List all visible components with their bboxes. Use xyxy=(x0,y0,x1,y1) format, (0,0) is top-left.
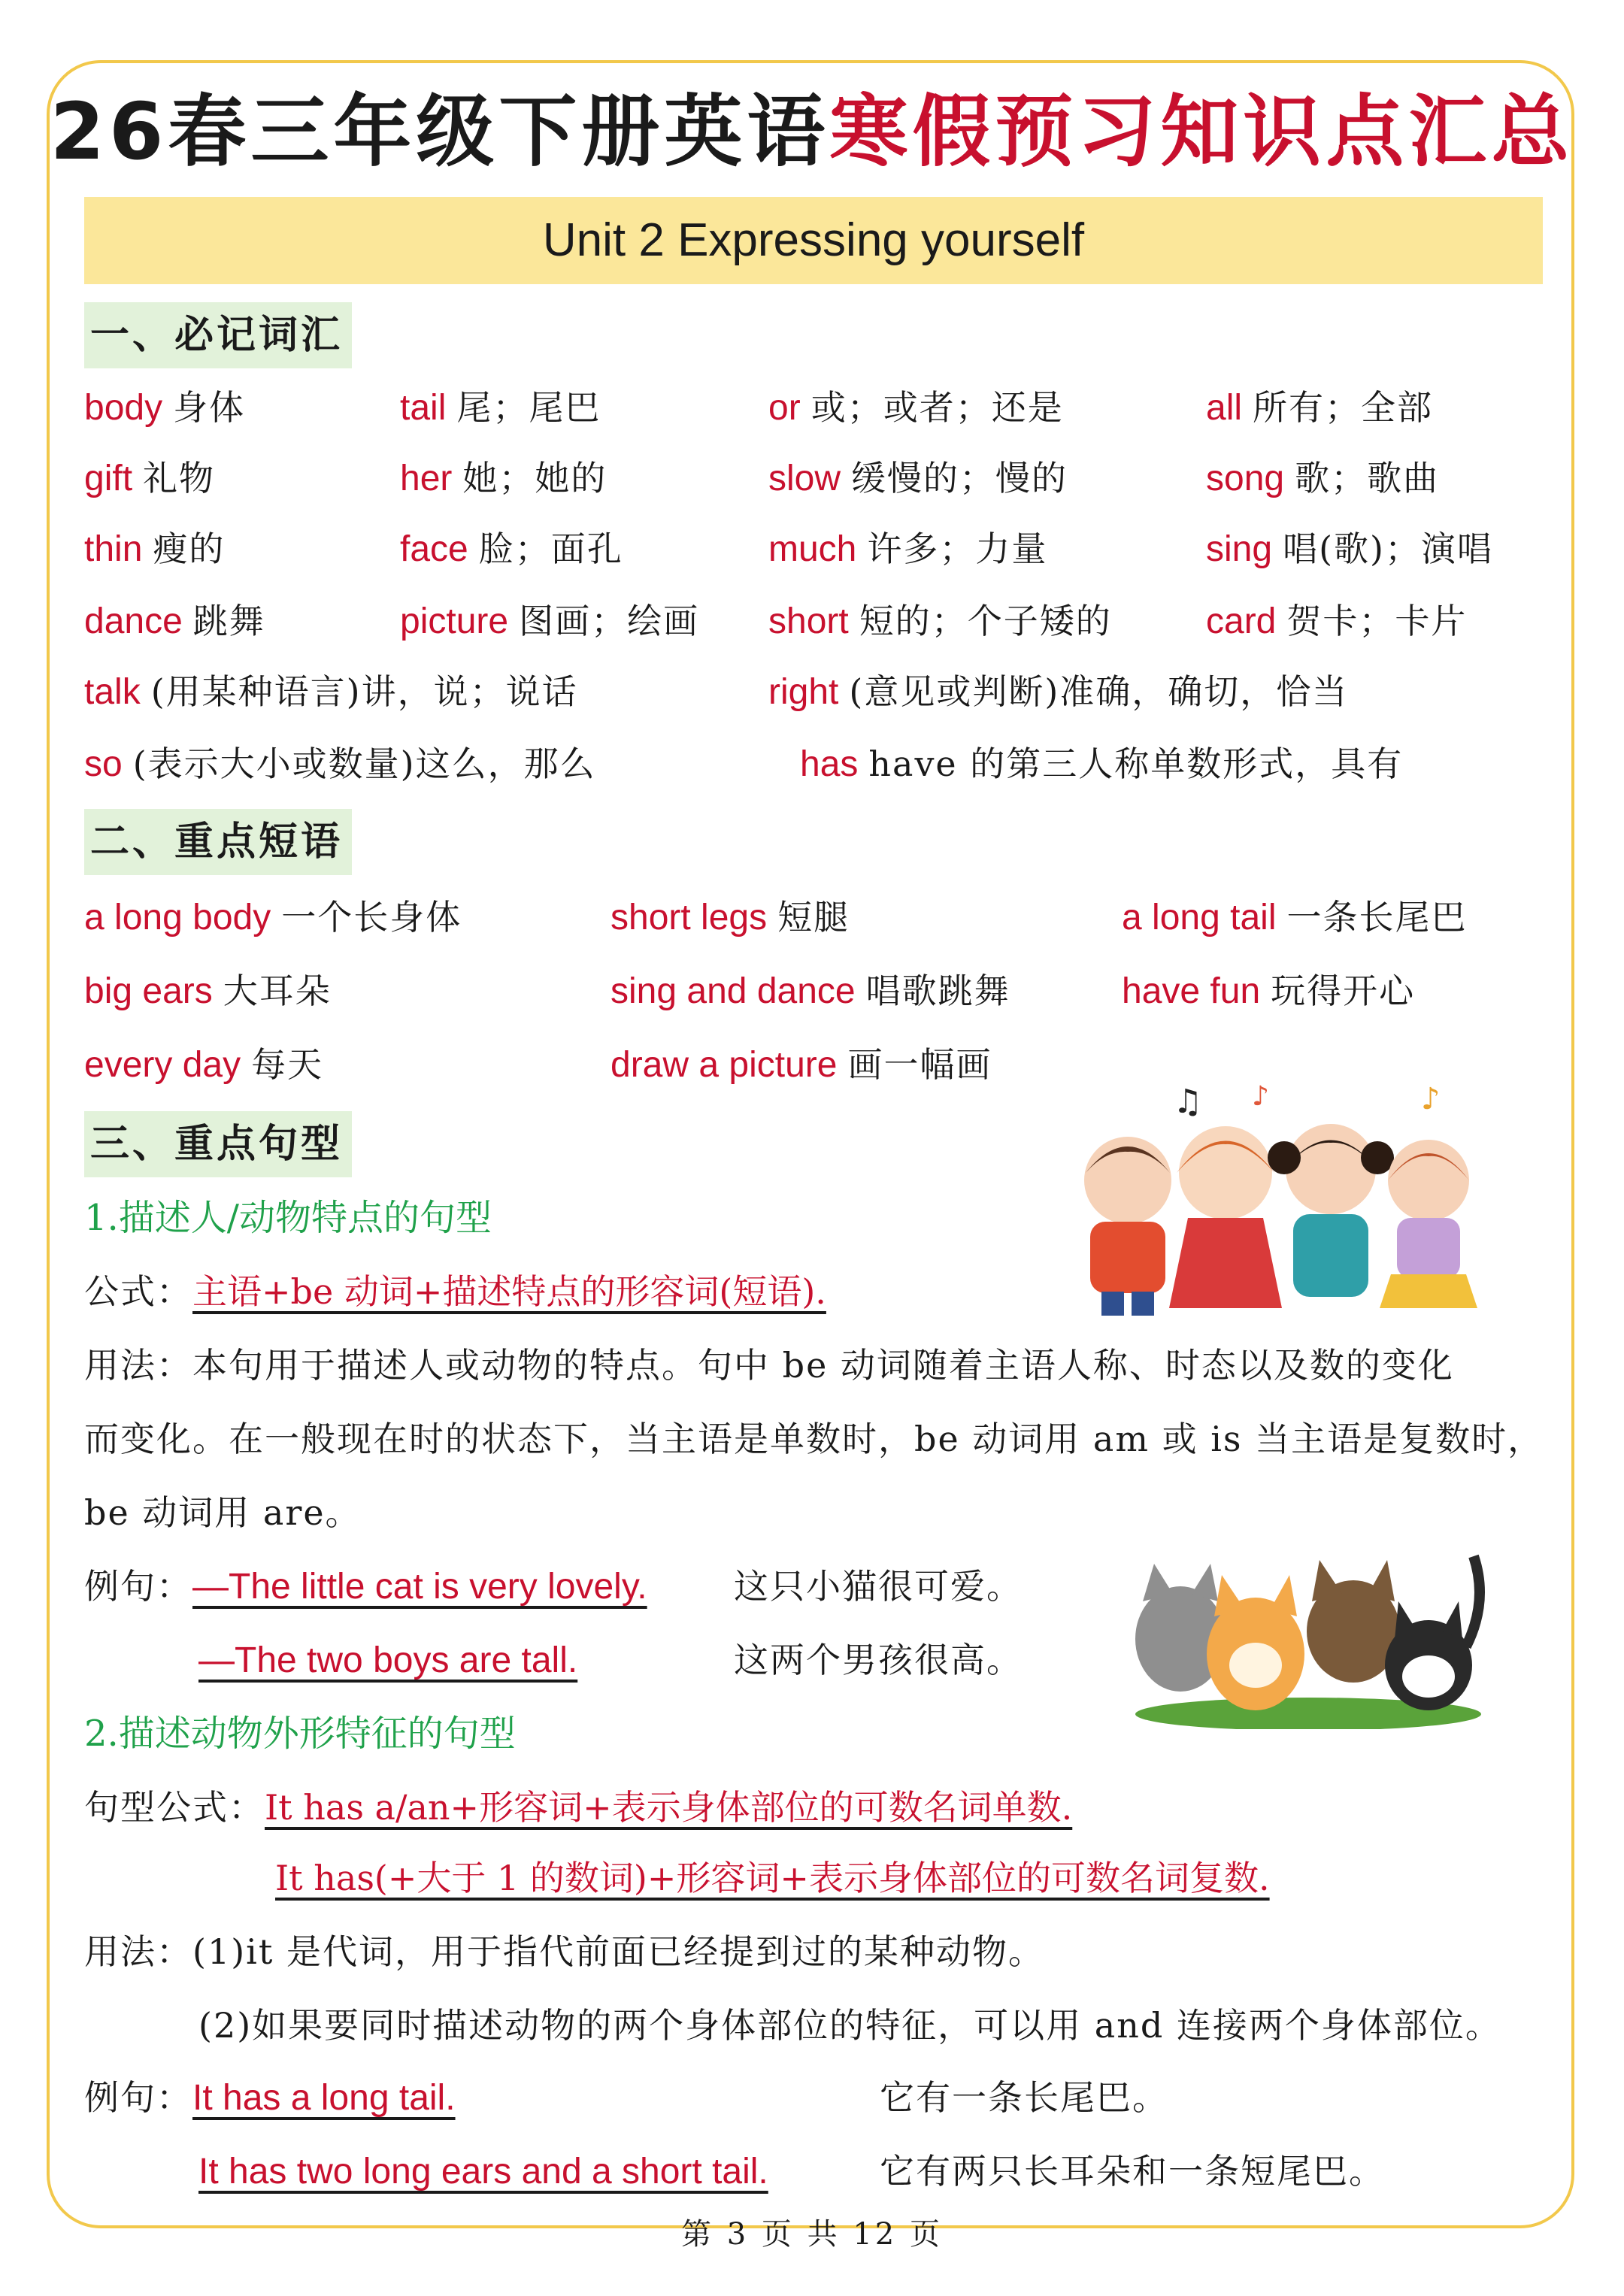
svg-text:♪: ♪ xyxy=(1252,1081,1269,1112)
vocab-en: dance xyxy=(84,601,183,641)
pattern2-ex2-en: It has two long ears and a short tail. xyxy=(198,2152,768,2191)
phrase-item xyxy=(84,1042,323,1088)
vocab-cn: 所有；全部 xyxy=(1253,387,1434,428)
phrase-item xyxy=(611,968,1010,1014)
section-heading-sentences: 三、重点句型 xyxy=(84,1111,352,1177)
vocab-en: talk xyxy=(84,672,141,712)
vocab-en: short xyxy=(768,601,849,641)
pattern2-formula-row1 xyxy=(84,1785,1072,1830)
vocab-en: gift xyxy=(84,459,133,498)
vocab-item xyxy=(84,526,225,572)
vocab-cn: 跳舞 xyxy=(192,601,265,641)
example-label-2: 例句： xyxy=(84,2077,192,2118)
vocab-cn: 她；她的 xyxy=(462,458,607,498)
phrase-item xyxy=(84,968,332,1014)
pattern2-ex1-en: It has a long tail. xyxy=(192,2078,456,2118)
pattern2-title: 2.描述动物外形特征的句型 xyxy=(84,1713,516,1755)
unit-banner: Unit 2 Expressing yourself xyxy=(84,197,1543,284)
vocab-en: her xyxy=(400,459,453,498)
vocab-en: slow xyxy=(768,459,841,498)
phrase-en: have fun xyxy=(1122,971,1261,1011)
page-footer: 第 3 页 共 12 页 xyxy=(681,2217,943,2252)
vocab-cn: 许多；力量 xyxy=(867,529,1048,569)
pattern1-formula: 主语+be 动词+描述特点的形容词(短语). xyxy=(192,1271,826,1312)
vocab-cn: 礼物 xyxy=(143,458,216,498)
vocab-en: picture xyxy=(400,601,509,641)
vocab-item xyxy=(400,526,623,572)
vocab-item xyxy=(84,598,265,644)
phrase-item xyxy=(611,1042,992,1088)
phrase-en: big ears xyxy=(84,971,213,1011)
vocab-item xyxy=(1206,526,1493,572)
pattern1-usage-line1: 用法：本句用于描述人或动物的特点。句中 be 动词随着主语人称、时态以及数的变化 xyxy=(84,1345,1454,1386)
vocab-item xyxy=(400,385,601,431)
vocab-item xyxy=(1206,456,1439,501)
vocab-item xyxy=(84,741,596,787)
pattern2-formula1: It has a/an+形容词+表示身体部位的可数名词单数. xyxy=(265,1787,1073,1828)
vocab-cn: 尾；尾巴 xyxy=(456,387,601,428)
pattern2-ex2-cn: 它有两只长耳朵和一条短尾巴。 xyxy=(880,2151,1385,2191)
vocab-cn: (意见或判断)准确，确切，恰当 xyxy=(849,671,1349,712)
section-heading-phrases: 二、重点短语 xyxy=(84,809,352,875)
vocab-item xyxy=(768,456,1068,501)
vocab-cn: 瘦的 xyxy=(153,529,226,569)
vocab-item xyxy=(768,598,1112,644)
vocab-item xyxy=(84,669,578,715)
vocab-cn: 缓慢的；慢的 xyxy=(851,458,1068,498)
example2-en: —The two boys are tall. xyxy=(198,1640,578,1680)
pattern1-formula-row xyxy=(84,1269,826,1314)
vocab-cn: 脸；面孔 xyxy=(478,529,623,569)
vocab-cn: 或；或者；还是 xyxy=(810,387,1064,428)
phrase-cn: 唱歌跳舞 xyxy=(865,971,1010,1011)
cats-illustration xyxy=(1128,1534,1489,1729)
phrase-en: a long tail xyxy=(1122,898,1277,937)
vocab-en: right xyxy=(768,672,839,712)
example1-cn: 这只小猫很可爱。 xyxy=(734,1566,1023,1607)
vocab-cn: (表示大小或数量)这么，那么 xyxy=(132,744,596,784)
vocab-en: thin xyxy=(84,529,143,569)
vocab-item xyxy=(768,669,1348,715)
svg-text:♫: ♫ xyxy=(1173,1083,1203,1121)
pattern1-usage-line3: be 动词用 are。 xyxy=(84,1492,362,1533)
phrase-cn: 一条长尾巴 xyxy=(1286,897,1468,937)
phrase-en: short legs xyxy=(611,898,768,937)
vocab-cn: 短的；个子矮的 xyxy=(859,601,1112,641)
phrase-item xyxy=(611,895,850,941)
pattern2-formula2: It has(+大于 1 的数词)+形容词+表示身体部位的可数名词复数. xyxy=(275,1858,1270,1898)
title-black: 26春三年级下册英语 xyxy=(50,86,830,177)
vocab-en: all xyxy=(1206,388,1243,428)
formula-label-2: 句型公式： xyxy=(84,1787,265,1828)
vocab-cn: (用某种语言)讲，说；说话 xyxy=(150,671,578,712)
vocab-en: tail xyxy=(400,388,447,428)
vocab-cn: 唱(歌)；演唱 xyxy=(1283,529,1493,569)
example1-en: —The little cat is very lovely. xyxy=(192,1567,647,1607)
vocab-en: body xyxy=(84,388,163,428)
phrase-cn: 每天 xyxy=(251,1044,324,1085)
phrase-cn: 玩得开心 xyxy=(1271,971,1416,1011)
vocab-en: so xyxy=(84,744,123,784)
vocab-item xyxy=(1206,385,1433,431)
title-red: 寒假预习知识点汇总 xyxy=(829,86,1574,177)
phrase-cn: 短腿 xyxy=(777,897,850,937)
vocab-en: has xyxy=(800,744,859,784)
vocab-item xyxy=(400,598,699,644)
usage-label: 用法： xyxy=(84,1931,192,1972)
phrase-item xyxy=(84,895,462,941)
phrase-en: a long body xyxy=(84,898,271,937)
vocab-item xyxy=(800,741,1403,787)
vocab-item xyxy=(84,385,245,431)
phrase-cn: 大耳朵 xyxy=(223,971,332,1011)
phrase-item xyxy=(1122,968,1415,1014)
pattern2-formula-row2 xyxy=(275,1855,1270,1901)
section-heading-vocabulary: 一、必记词汇 xyxy=(84,302,352,368)
vocab-item xyxy=(400,456,607,501)
page-title xyxy=(0,83,1624,180)
singing-children-illustration xyxy=(1060,1068,1496,1316)
phrase-item xyxy=(1122,895,1467,941)
pattern2-usage2: (2)如果要同时描述动物的两个身体部位的特征，可以用 and 连接两个身体部位。 xyxy=(198,2005,1501,2046)
vocab-item xyxy=(768,526,1047,572)
formula-label: 公式： xyxy=(84,1271,192,1312)
phrase-en: sing and dance xyxy=(611,971,856,1011)
pattern1-example1 xyxy=(84,1564,647,1610)
phrase-en: draw a picture xyxy=(611,1045,838,1085)
vocab-cn: 图画；绘画 xyxy=(519,601,700,641)
svg-text:♪: ♪ xyxy=(1421,1082,1441,1116)
vocab-cn: 贺卡；卡片 xyxy=(1286,601,1468,641)
pattern2-usage-row1 xyxy=(84,1929,1044,1974)
vocab-item xyxy=(84,456,215,501)
vocab-cn: 歌；歌曲 xyxy=(1295,458,1440,498)
vocab-en: face xyxy=(400,529,468,569)
pattern1-title: 1.描述人/动物特点的句型 xyxy=(84,1197,492,1239)
vocab-en: or xyxy=(768,388,801,428)
vocab-cn: have 的第三人称单数形式，具有 xyxy=(868,744,1404,784)
example2-cn: 这两个男孩很高。 xyxy=(734,1640,1023,1680)
vocab-item xyxy=(1206,598,1467,644)
pattern2-usage1: (1)it 是代词，用于指代前面已经提到过的某种动物。 xyxy=(192,1931,1044,1972)
phrase-cn: 画一幅画 xyxy=(847,1044,992,1085)
pattern2-example1 xyxy=(84,2075,456,2121)
pattern2-ex1-cn: 它有一条长尾巴。 xyxy=(880,2077,1168,2118)
vocab-item xyxy=(768,385,1064,431)
pattern1-usage-line2: 而变化。在一般现在时的状态下，当主语是单数时，be 动词用 am 或 is 当主语是复数时， xyxy=(84,1419,1544,1459)
vocab-cn: 身体 xyxy=(173,387,246,428)
vocab-en: song xyxy=(1206,459,1285,498)
phrase-en: every day xyxy=(84,1045,241,1085)
vocab-en: card xyxy=(1206,601,1277,641)
pattern2-example2 xyxy=(198,2149,768,2195)
example-label: 例句： xyxy=(84,1566,192,1607)
phrase-cn: 一个长身体 xyxy=(281,897,462,937)
vocab-en: sing xyxy=(1206,529,1273,569)
vocab-en: much xyxy=(768,529,857,569)
pattern1-example2 xyxy=(198,1637,577,1683)
